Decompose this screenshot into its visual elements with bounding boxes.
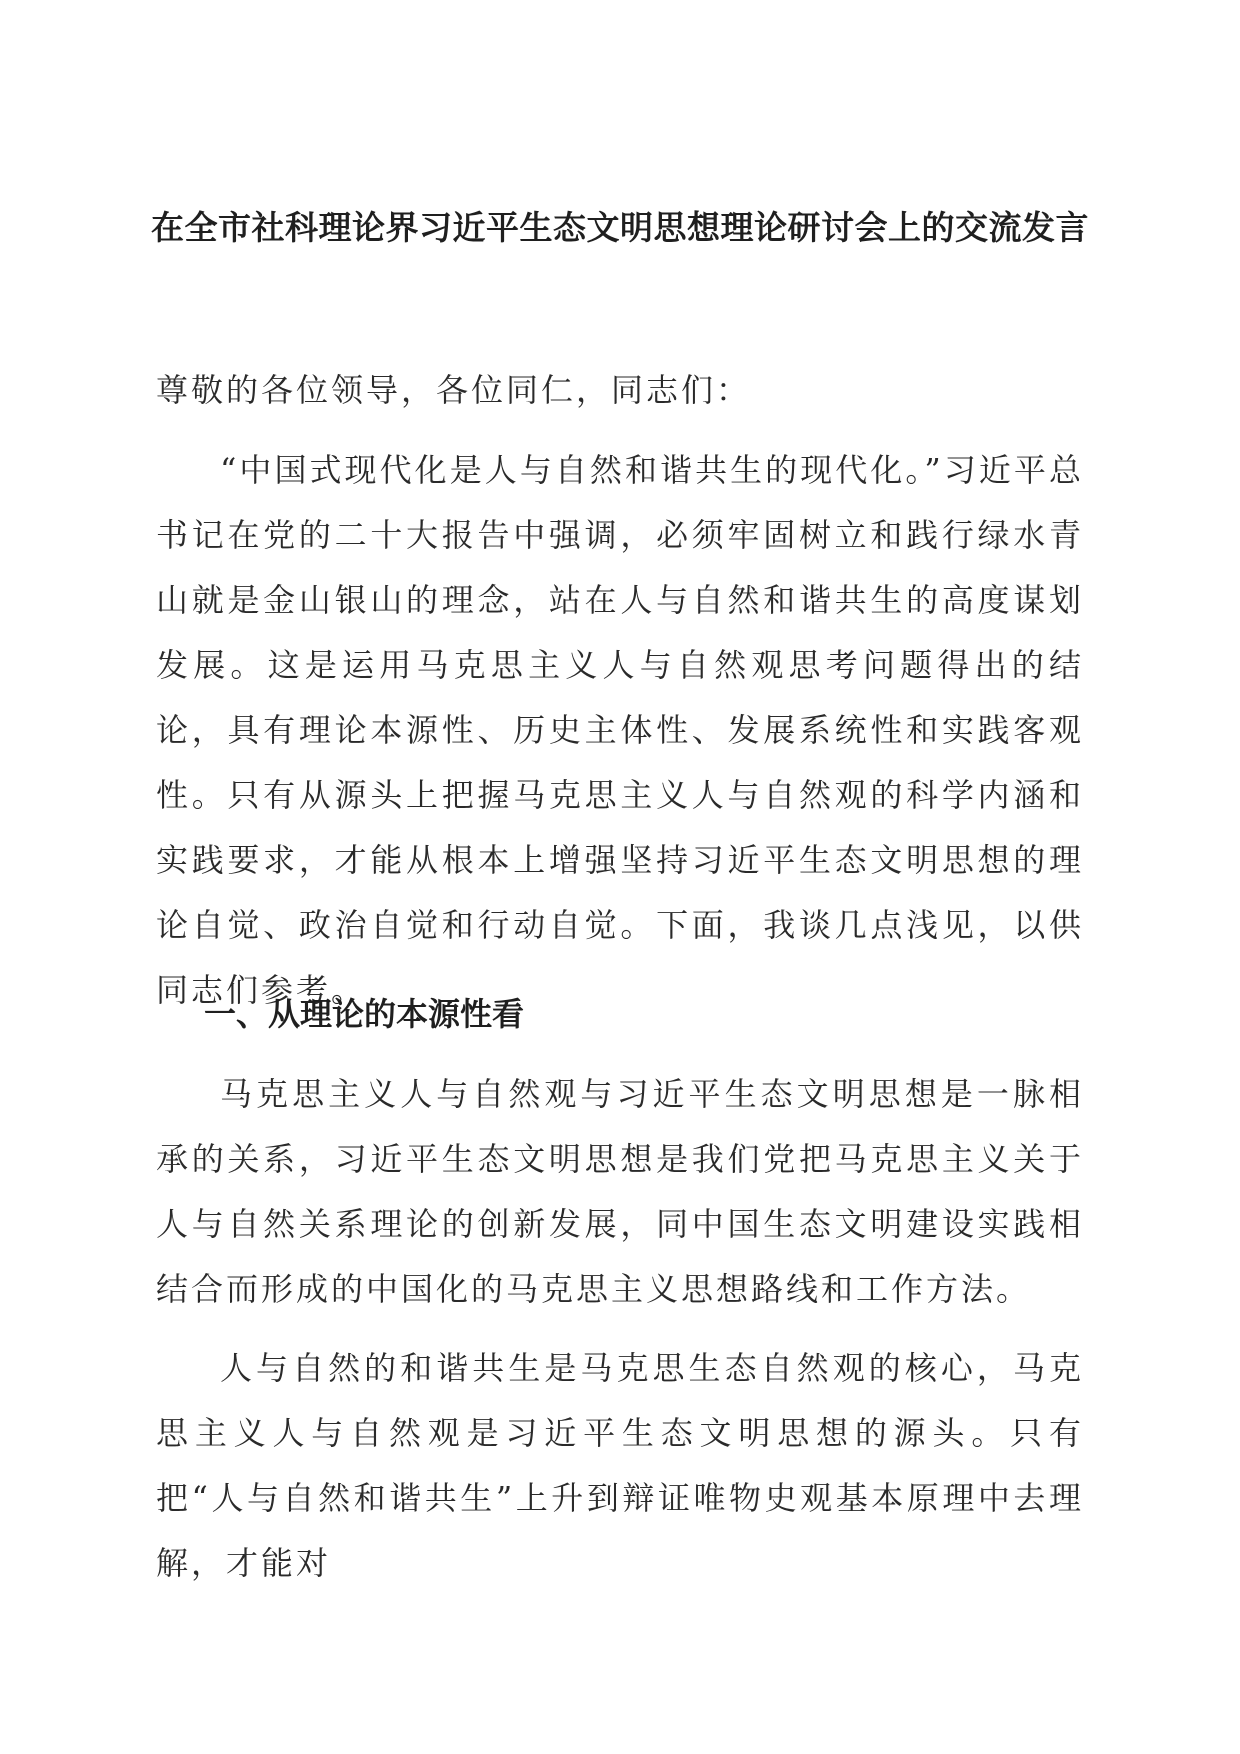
paragraph-harmony: 人与自然的和谐共生是马克思生态自然观的核心，马克思主义人与自然观是习近平生态文明思想的源头。只有把“人与自然和谐共生”上升到辩证唯物史观基本原理中去理解，才能对	[156, 1349, 1084, 1582]
paragraph-intro: “中国式现代化是人与自然和谐共生的现代化。”习近平总书记在党的二十大报告中强调，必须牢固树立和践行绿水青山就是金山银山的理念，站在人与自然和谐共生的高度谋划发展。这是运用马克思主义人与自然观思考问题得出的结论，具有理论本源性、历史主体性、发展系统性和实践客观性。只有从源头上把握马克思主义人与自然观的科学内涵和实践要求，才能从根本上增强坚持习近平生态文明思想的理论自觉、政治自觉和行动自觉。下面，我谈几点浅见，以供同志们参考。	[156, 451, 1084, 1009]
paragraph-theory-origin: 马克思主义人与自然观与习近平生态文明思想是一脉相承的关系，习近平生态文明思想是我们党把马克思主义关于人与自然关系理论的创新发展，同中国生态文明建设实践相结合而形成的中国化的马克思主义思想路线和工作方法。	[156, 1075, 1084, 1308]
section-heading: 一、从理论的本源性看	[204, 995, 525, 1033]
document-title: 在全市社科理论界习近平生态文明思想理论研讨会上的交流发言	[151, 208, 1089, 247]
salutation: 尊敬的各位领导，各位同仁，同志们：	[156, 371, 752, 409]
